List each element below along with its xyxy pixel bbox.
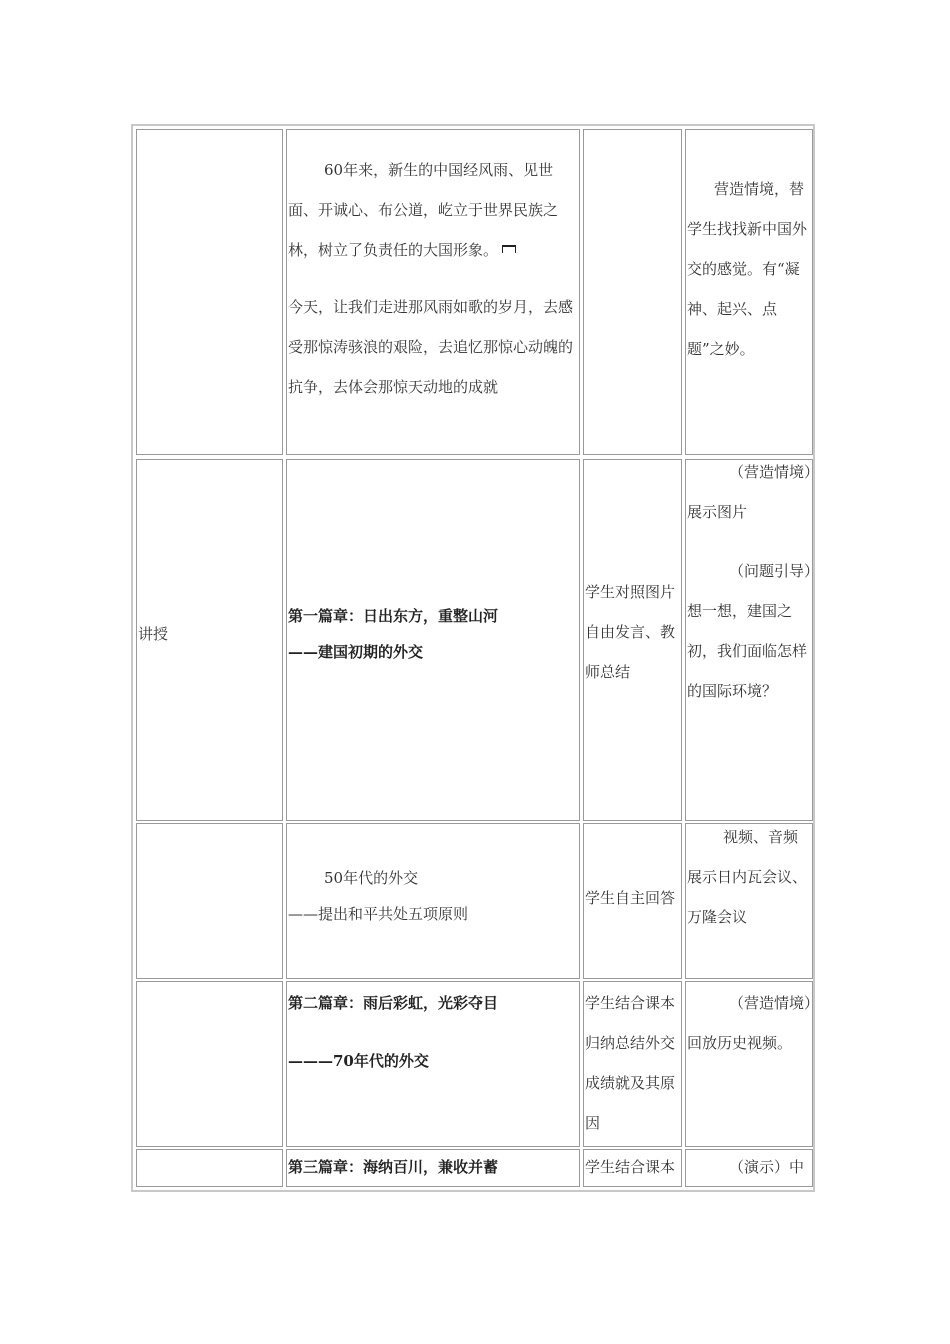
chapter-title: 第一篇章：日出东方，重整山河 bbox=[288, 607, 499, 625]
content-cell bbox=[286, 823, 580, 979]
intent-cell bbox=[685, 459, 813, 821]
table-row bbox=[133, 978, 813, 1150]
intent-cell bbox=[685, 981, 813, 1147]
activity-cell bbox=[583, 981, 682, 1147]
intent-text: （营造情境）展示图片 bbox=[687, 463, 812, 521]
chapter-title: 第三篇章：海纳百川，兼收并蓄 bbox=[288, 1158, 499, 1176]
activity-cell bbox=[583, 1149, 682, 1187]
content-cell bbox=[286, 981, 580, 1147]
chapter-subtitle: ———70年代的外交 bbox=[288, 1052, 429, 1070]
chapter-title: 第二篇章：雨后彩虹，光彩夺目 bbox=[288, 994, 499, 1012]
activity-cell bbox=[583, 823, 682, 979]
activity-cell bbox=[583, 129, 682, 455]
intent-text: （问题引导）想一想，建国之初，我们面临怎样的国际环境？ bbox=[687, 562, 812, 700]
table-row bbox=[133, 126, 813, 458]
intent-text: 视频、音频展示日内瓦会议、万隆会议 bbox=[687, 828, 808, 926]
content-cell bbox=[286, 459, 580, 821]
text-cursor-icon bbox=[502, 245, 516, 253]
activity-text: 学生结合课本归纳总结外交成绩就及其原因 bbox=[585, 994, 676, 1132]
intent-cell bbox=[685, 1149, 813, 1187]
stage-cell bbox=[136, 823, 283, 979]
lesson-plan-table bbox=[131, 124, 815, 1192]
content-cell bbox=[286, 1149, 580, 1187]
stage-cell bbox=[136, 129, 283, 455]
stage-cell bbox=[136, 459, 283, 821]
stage-cell bbox=[136, 981, 283, 1147]
activity-text: 学生自主回答 bbox=[585, 889, 676, 907]
content-cell bbox=[286, 129, 580, 455]
section-subtitle: ——提出和平共处五项原则 bbox=[288, 905, 469, 923]
intent-cell bbox=[685, 823, 813, 979]
table-row bbox=[133, 456, 813, 824]
table-row bbox=[133, 820, 813, 982]
table-row bbox=[133, 1146, 813, 1190]
activity-text: 学生对照图片自由发言、教师总结 bbox=[585, 583, 676, 681]
content-paragraph: 今天，让我们走进那风雨如歌的岁月，去感受那惊涛骇浪的艰险，去追忆那惊心动魄的抗争，去体会那惊天动地的成就 bbox=[288, 298, 574, 396]
intent-text: 营造情境，替学生找找新中国外交的感觉。有“凝神、起兴、点题”之妙。 bbox=[687, 180, 808, 358]
activity-text: 学生结合课本 bbox=[585, 1158, 676, 1176]
stage-cell bbox=[136, 1149, 283, 1187]
chapter-subtitle: ——建国初期的外交 bbox=[288, 643, 424, 661]
content-paragraph: 60年来，新生的中国经风雨、见世面、开诚心、布公道，屹立于世界民族之林，树立了负责任的大国形象。 bbox=[288, 161, 559, 259]
section-title: 50年代的外交 bbox=[324, 869, 419, 887]
activity-cell bbox=[583, 459, 682, 821]
intent-cell bbox=[685, 129, 813, 455]
stage-label: 讲授 bbox=[138, 625, 169, 643]
intent-text: （演示）中 bbox=[729, 1158, 805, 1176]
intent-text: （营造情境）回放历史视频。 bbox=[687, 994, 812, 1052]
